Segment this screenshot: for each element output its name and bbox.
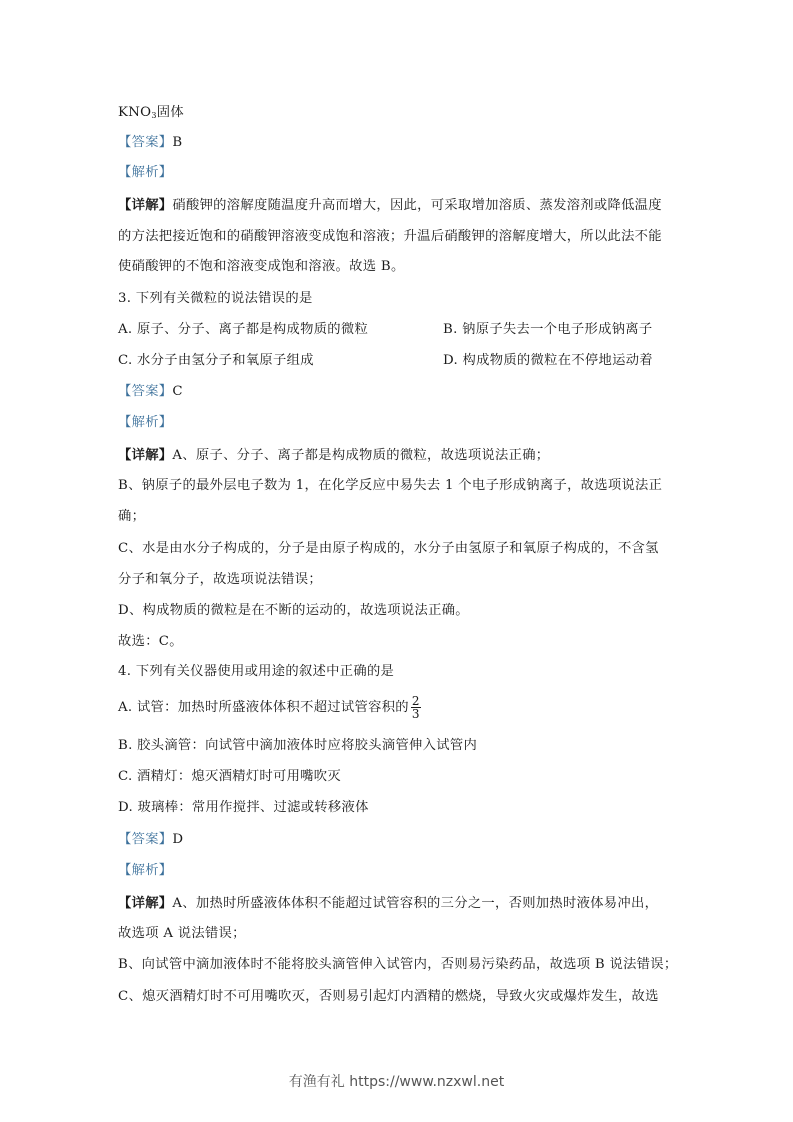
answer-value: D xyxy=(172,832,184,847)
q3-detail-line: 确； xyxy=(118,509,146,524)
q2-detail-line xyxy=(118,197,662,215)
q3-detail-line: D、构成物质的微粒是在不断的运动的，故选项说法正确。 xyxy=(118,603,469,618)
q4-option-d: D. 玻璃棒：常用作搅拌、过滤或转移液体 xyxy=(118,800,369,815)
q3-answer xyxy=(118,383,183,401)
q4-answer xyxy=(118,831,183,849)
fraction xyxy=(411,695,421,720)
q3-detail-line: 分子和氧分子，故选项说法错误； xyxy=(118,572,322,587)
analysis-label: 【解析】 xyxy=(118,863,173,878)
fragment-suffix: 固体 xyxy=(156,105,184,120)
formula-subscript: 3 xyxy=(151,111,157,120)
fraction-numerator: 2 xyxy=(411,694,420,708)
q4-detail-line: C、熄灭酒精灯时不可用嘴吹灭，否则易引起灯内酒精的燃烧，导致火灾或爆炸发生，故选 xyxy=(118,989,659,1004)
option-fragment xyxy=(118,104,184,125)
q3-option-c: C. 水分子由氢分子和氧原子组成 xyxy=(118,353,314,368)
detail-label: 【详解】 xyxy=(118,448,173,463)
analysis-label: 【解析】 xyxy=(118,415,173,430)
q4-option-b: B. 胶头滴管：向试管中滴加液体时应将胶头滴管伸入试管内 xyxy=(118,738,478,753)
answer-label: 【答案】 xyxy=(118,832,173,847)
option-text: A. 试管：加热时所盛液体体积不超过试管容积的 xyxy=(118,700,409,715)
q3-detail-line xyxy=(118,447,549,465)
q2-detail-line: 的方法把接近饱和的硝酸钾溶液变成饱和溶液；升温后硝酸钾的溶解度增大，所以此法不能 xyxy=(118,229,662,244)
q3-conclusion: 故选：C。 xyxy=(118,634,183,649)
q4-option-c: C. 酒精灯：熄灭酒精灯时可用嘴吹灭 xyxy=(118,769,342,784)
q4-detail-line: B、向试管中滴加液体时不能将胶头滴管伸入试管内，否则易污染药品，故选项 B 说法错误； xyxy=(118,957,678,972)
detail-text: A、原子、分子、离子都是构成物质的微粒，故选项说法正确； xyxy=(172,448,550,463)
answer-label: 【答案】 xyxy=(118,135,173,150)
q4-analysis-heading xyxy=(118,862,172,880)
analysis-label: 【解析】 xyxy=(118,165,173,180)
q4-detail-line xyxy=(118,895,658,913)
detail-text: 硝酸钾的溶解度随温度升高而增大，因此，可采取增加溶质、蒸发溶剂或降低温度 xyxy=(172,198,662,213)
q2-answer xyxy=(118,134,182,152)
q3-detail-line: C、水是由水分子构成的，分子是由原子构成的，水分子由氢原子和氧原子构成的，不含氢 xyxy=(118,541,659,556)
q3-analysis-heading xyxy=(118,414,172,432)
detail-label: 【详解】 xyxy=(118,198,173,213)
q3-option-b: B. 钠原子失去一个电子形成钠离子 xyxy=(443,322,653,337)
q3-option-d: D. 构成物质的微粒在不停地运动着 xyxy=(443,353,653,368)
detail-text: A、加热时所盛液体体积不能超过试管容积的三分之一，否则加热时液体易冲出， xyxy=(172,896,659,911)
formula-text: KNO xyxy=(118,105,152,120)
q4-detail-line: 故选项 A 说法错误； xyxy=(118,926,246,941)
q4-option-a xyxy=(118,695,421,720)
detail-label: 【详解】 xyxy=(118,896,173,911)
q3-option-a: A. 原子、分子、离子都是构成物质的微粒 xyxy=(118,322,369,337)
q4-stem: 4. 下列有关仪器使用或用途的叙述中正确的是 xyxy=(118,664,395,679)
q3-detail-line: B、钠原子的最外层电子数为 1，在化学反应中易失去 1 个电子形成钠离子，故选项说法正 xyxy=(118,478,663,493)
answer-value: B xyxy=(172,135,183,150)
q3-stem: 3. 下列有关微粒的说法错误的是 xyxy=(118,291,313,306)
q2-detail-line: 使硝酸钾的不饱和溶液变成饱和溶液。故选 B。 xyxy=(118,259,405,274)
footer-watermark: 有渔有礼 https://www.nzxwl.net xyxy=(288,1074,505,1090)
q2-analysis-heading xyxy=(118,164,172,182)
fraction-denominator: 3 xyxy=(411,707,420,721)
answer-value: C xyxy=(172,384,183,399)
answer-label: 【答案】 xyxy=(118,384,173,399)
